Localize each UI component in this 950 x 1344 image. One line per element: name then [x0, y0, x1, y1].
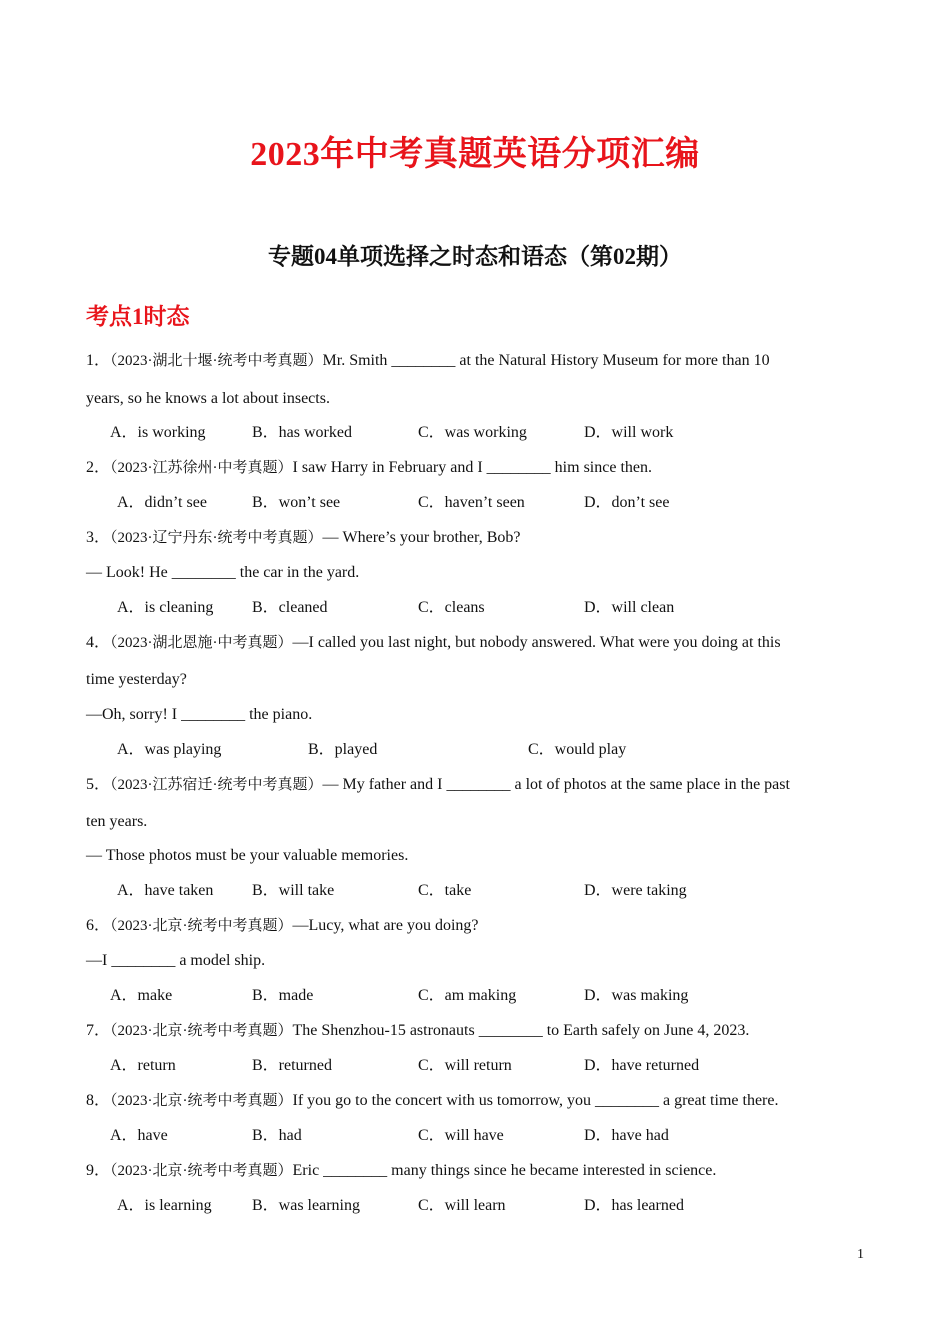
document-title: 2023年中考真题英语分项汇编 [250, 136, 700, 173]
question-number: 4． [86, 634, 111, 651]
question-source: （2023·湖北十堰·统考中考真题） [110, 353, 323, 369]
option-a: A．didn’t see [117, 494, 207, 511]
question-text: I saw Harry in February and I ________ him since then. [292, 459, 652, 476]
question-source: （2023·北京·统考中考真题） [110, 1093, 293, 1109]
option-c: C．am making [418, 987, 517, 1004]
page-number: 1 [857, 1247, 864, 1262]
option-d: D．don’t see [584, 494, 670, 511]
option-b: B．has worked [252, 424, 352, 441]
option-a: A．have taken [117, 882, 214, 899]
question-5 [86, 774, 790, 796]
option-a: A．have [110, 1127, 168, 1144]
question-number: 7． [86, 1022, 111, 1039]
option-d: D．were taking [584, 882, 687, 899]
question-8 [86, 1090, 778, 1112]
question-source: （2023·北京·统考中考真题） [110, 918, 293, 934]
question-number: 3． [86, 529, 111, 546]
option-b: B．returned [252, 1057, 332, 1074]
option-a: A．return [110, 1057, 176, 1074]
question-4 [86, 632, 781, 654]
question-number: 9． [86, 1162, 111, 1179]
section-heading: 考点1时态 [86, 304, 190, 329]
question-text: —I called you last night, but nobody answered. What were you doing at this [292, 634, 781, 651]
question-continuation: years, so he knows a lot about insects. [86, 390, 330, 407]
option-d: D．has learned [584, 1197, 684, 1214]
question-number: 5． [86, 776, 111, 793]
option-d: D．have had [584, 1127, 669, 1144]
option-b: B．made [252, 987, 314, 1004]
option-c: C．would play [528, 741, 627, 758]
question-text: — My father and I ________ a lot of photos at the same place in the past [322, 776, 790, 793]
option-a: A．is cleaning [117, 599, 214, 616]
question-continuation: —Oh, sorry! I ________ the piano. [86, 706, 313, 723]
option-d: D．was making [584, 987, 689, 1004]
option-b: B．will take [252, 882, 335, 899]
question-number: 1． [86, 352, 111, 369]
question-9 [86, 1160, 716, 1182]
option-a: A．make [110, 987, 173, 1004]
option-a: A．is learning [117, 1197, 212, 1214]
question-2 [86, 457, 652, 479]
option-b: B．played [308, 741, 378, 758]
question-source: （2023·江苏宿迁·统考中考真题） [110, 777, 323, 793]
question-text: —Lucy, what are you doing? [292, 917, 479, 934]
question-6 [86, 915, 479, 937]
option-c: C．haven’t seen [418, 494, 525, 511]
option-c: C．cleans [418, 599, 485, 616]
question-continuation: —I ________ a model ship. [86, 952, 266, 969]
question-continuation: — Those photos must be your valuable memories. [86, 847, 409, 864]
question-text: Eric ________ many things since he became interested in science. [292, 1162, 717, 1179]
option-d: D．will work [584, 424, 674, 441]
question-number: 8． [86, 1092, 111, 1109]
question-text: The Shenzhou-15 astronauts ________ to Earth safely on June 4, 2023. [292, 1022, 750, 1039]
question-3 [86, 527, 520, 549]
question-1 [86, 350, 770, 372]
question-source: （2023·江苏徐州·中考真题） [110, 460, 293, 476]
option-d: D．will clean [584, 599, 675, 616]
option-b: B．was learning [252, 1197, 360, 1214]
option-c: C．will return [418, 1057, 512, 1074]
question-source: （2023·湖北恩施·中考真题） [110, 635, 293, 651]
question-text: If you go to the concert with us tomorrow, you ________ a great time there. [292, 1092, 779, 1109]
question-number: 2． [86, 459, 111, 476]
question-7 [86, 1020, 749, 1042]
option-b: B．had [252, 1127, 302, 1144]
question-number: 6． [86, 917, 111, 934]
option-b: B．cleaned [252, 599, 328, 616]
question-source: （2023·北京·统考中考真题） [110, 1023, 293, 1039]
option-d: D．have returned [584, 1057, 700, 1074]
question-continuation: ten years. [86, 813, 148, 830]
question-source: （2023·北京·统考中考真题） [110, 1163, 293, 1179]
question-continuation: — Look! He ________ the car in the yard. [86, 564, 360, 581]
option-a: A．is working [110, 424, 206, 441]
option-c: C．was working [418, 424, 527, 441]
option-c: C．will learn [418, 1197, 506, 1214]
option-b: B．won’t see [252, 494, 341, 511]
option-a: A．was playing [117, 741, 222, 758]
option-c: C．take [418, 882, 472, 899]
option-c: C．will have [418, 1127, 504, 1144]
question-text: Mr. Smith ________ at the Natural History Museum for more than 10 [322, 352, 770, 369]
question-continuation: time yesterday? [86, 671, 187, 688]
question-source: （2023·辽宁丹东·统考中考真题） [110, 530, 323, 546]
question-text: — Where’s your brother, Bob? [322, 529, 521, 546]
document-subtitle: 专题04单项选择之时态和语态（第02期） [268, 244, 682, 269]
